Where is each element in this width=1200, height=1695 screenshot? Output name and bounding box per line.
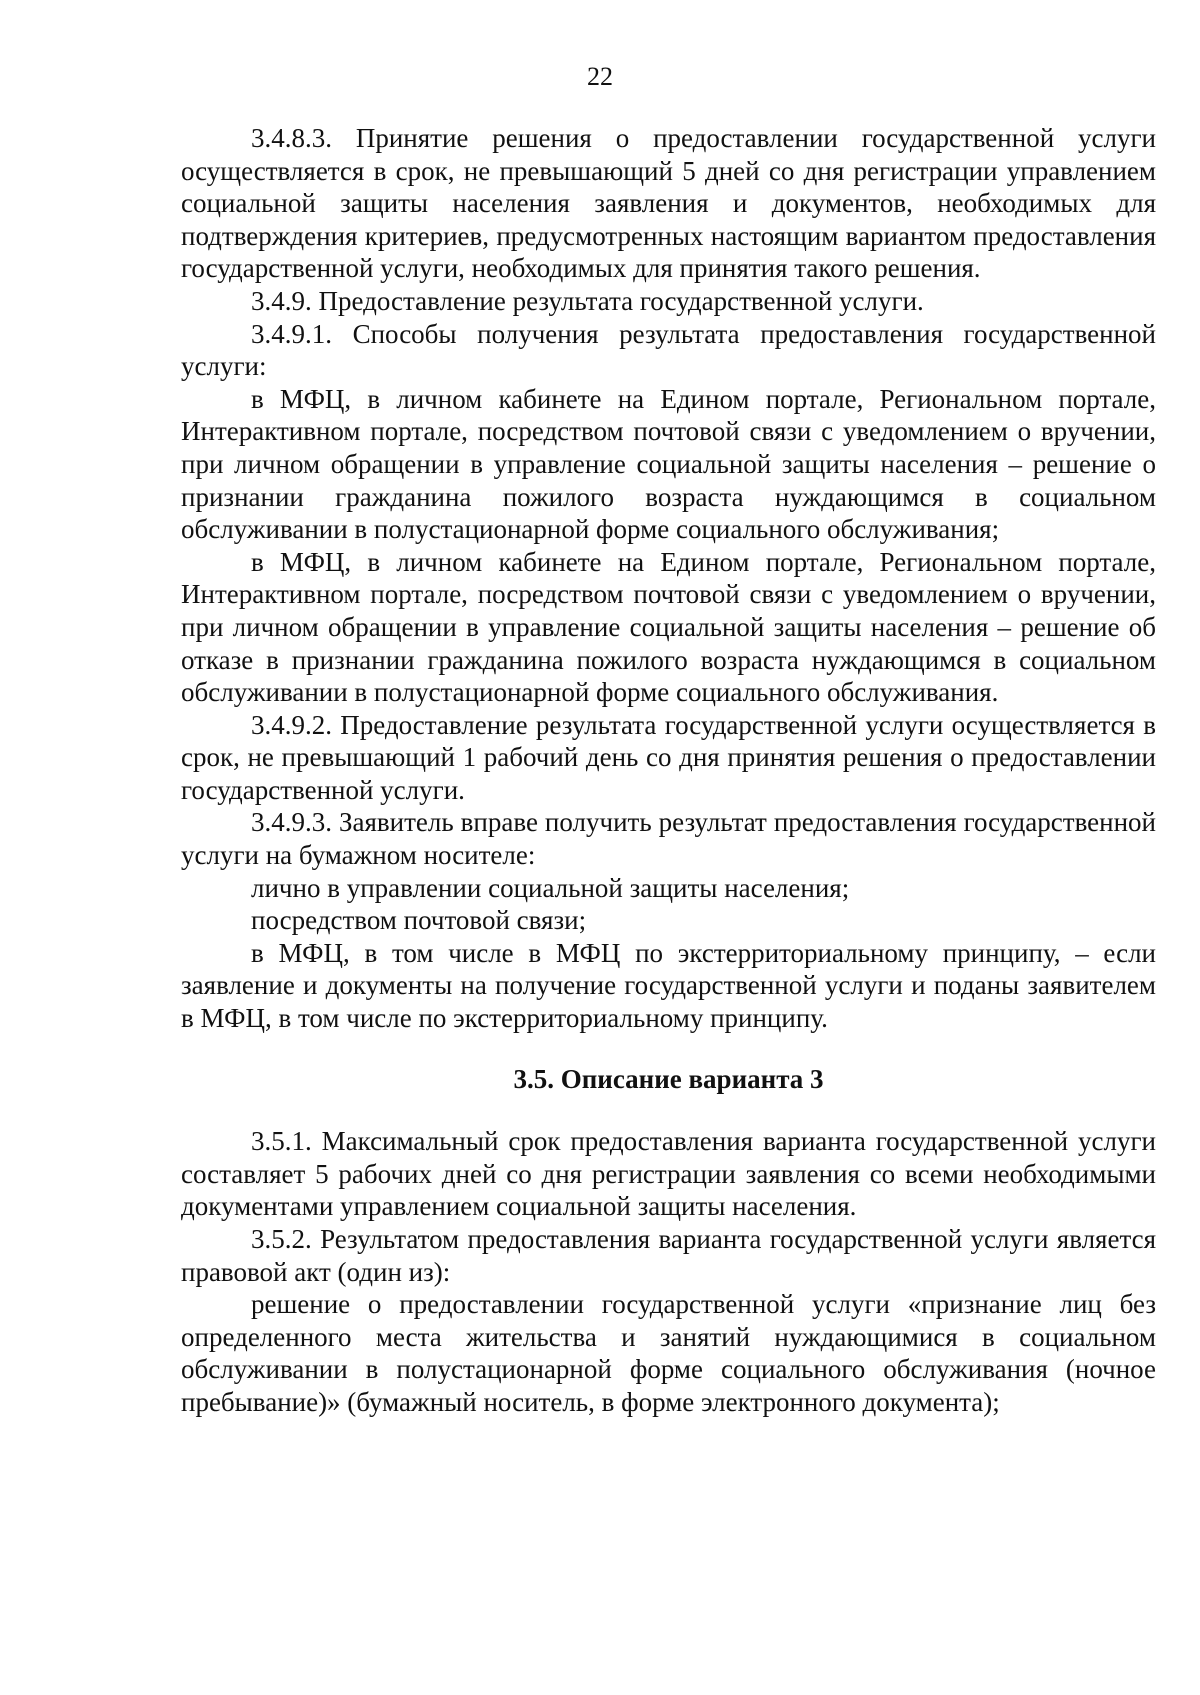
document-body	[181, 122, 1156, 1419]
paragraph-3-4-9-2: 3.4.9.2. Предоставление результата государственной услуги осуществляется в срок, не превышающий 1 рабочий день со дня принятия решения о предоставлении государственной услуги.	[181, 709, 1156, 805]
paragraph-3-4-9-1: 3.4.9.1. Способы получения результата предоставления государственной услуги:	[181, 318, 1156, 382]
paragraph-3-5-2: 3.5.2. Результатом предоставления варианта государственной услуги является правовой акт (один из):	[181, 1224, 1156, 1287]
paragraph-3-4-9: 3.4.9. Предоставление результата государственной услуги.	[251, 285, 924, 316]
paragraph-paper-mfc: в МФЦ, в том числе в МФЦ по экстерриториальному принципу, – если заявление и документы на получение государственной услуги и поданы заявителем в МФЦ, в том числе по экстерриториальному принципу.	[181, 937, 1156, 1034]
paragraph-paper-post: посредством почтовой связи;	[251, 905, 587, 936]
paragraph-result-positive: в МФЦ, в личном кабинете на Едином портале, Региональном портале, Интерактивном портале, посредством почтовой связи с уведомлением о вручении, при личном обращении в управление социальной защиты населения – решение о признании гражданина пожилого возраста нуждающимся в социальном обслуживании в полустационарной форме социального обслуживания;	[181, 383, 1156, 545]
paragraph-result-refusal: в МФЦ, в личном кабинете на Едином портале, Региональном портале, Интерактивном портале, посредством почтовой связи с уведомлением о вручении, при личном обращении в управление социальной защиты населения – решение об отказе в признании гражданина пожилого возраста нуждающимся в социальном обслуживании в полустационарной форме социального обслуживания.	[181, 546, 1156, 708]
paragraph-3-4-8-3: 3.4.8.3. Принятие решения о предоставлении государственной услуги осуществляется в срок, не превышающий 5 дней со дня регистрации управлением социальной защиты населения заявления и документов, необходимых для подтверждения критериев, предусмотренных настоящим вариантом предоставления государственной услуги, необходимых для принятия такого решения.	[181, 123, 1156, 284]
paragraph-paper-personally: лично в управлении социальной защиты населения;	[251, 872, 850, 903]
section-heading-3-5: 3.5. Описание варианта 3	[513, 1063, 824, 1094]
paragraph-3-4-9-3: 3.4.9.3. Заявитель вправе получить результат предоставления государственной услуги на бумажном носителе:	[181, 807, 1156, 871]
paragraph-decision-provision: решение о предоставлении государственной услуги «признание лиц без определенного места жительства и занятий нуждающимися в социальном обслуживании в полустационарной форме социального обслуживания (ночное пребывание)» (бумажный носитель, в форме электронного документа);	[181, 1289, 1156, 1417]
paragraph-3-5-1: 3.5.1. Максимальный срок предоставления варианта государственной услуги составляет 5 рабочих дней со дня регистрации заявления со всеми необходимыми документами управлением социальной защиты населения.	[181, 1126, 1156, 1222]
page-number: 22	[587, 62, 613, 91]
